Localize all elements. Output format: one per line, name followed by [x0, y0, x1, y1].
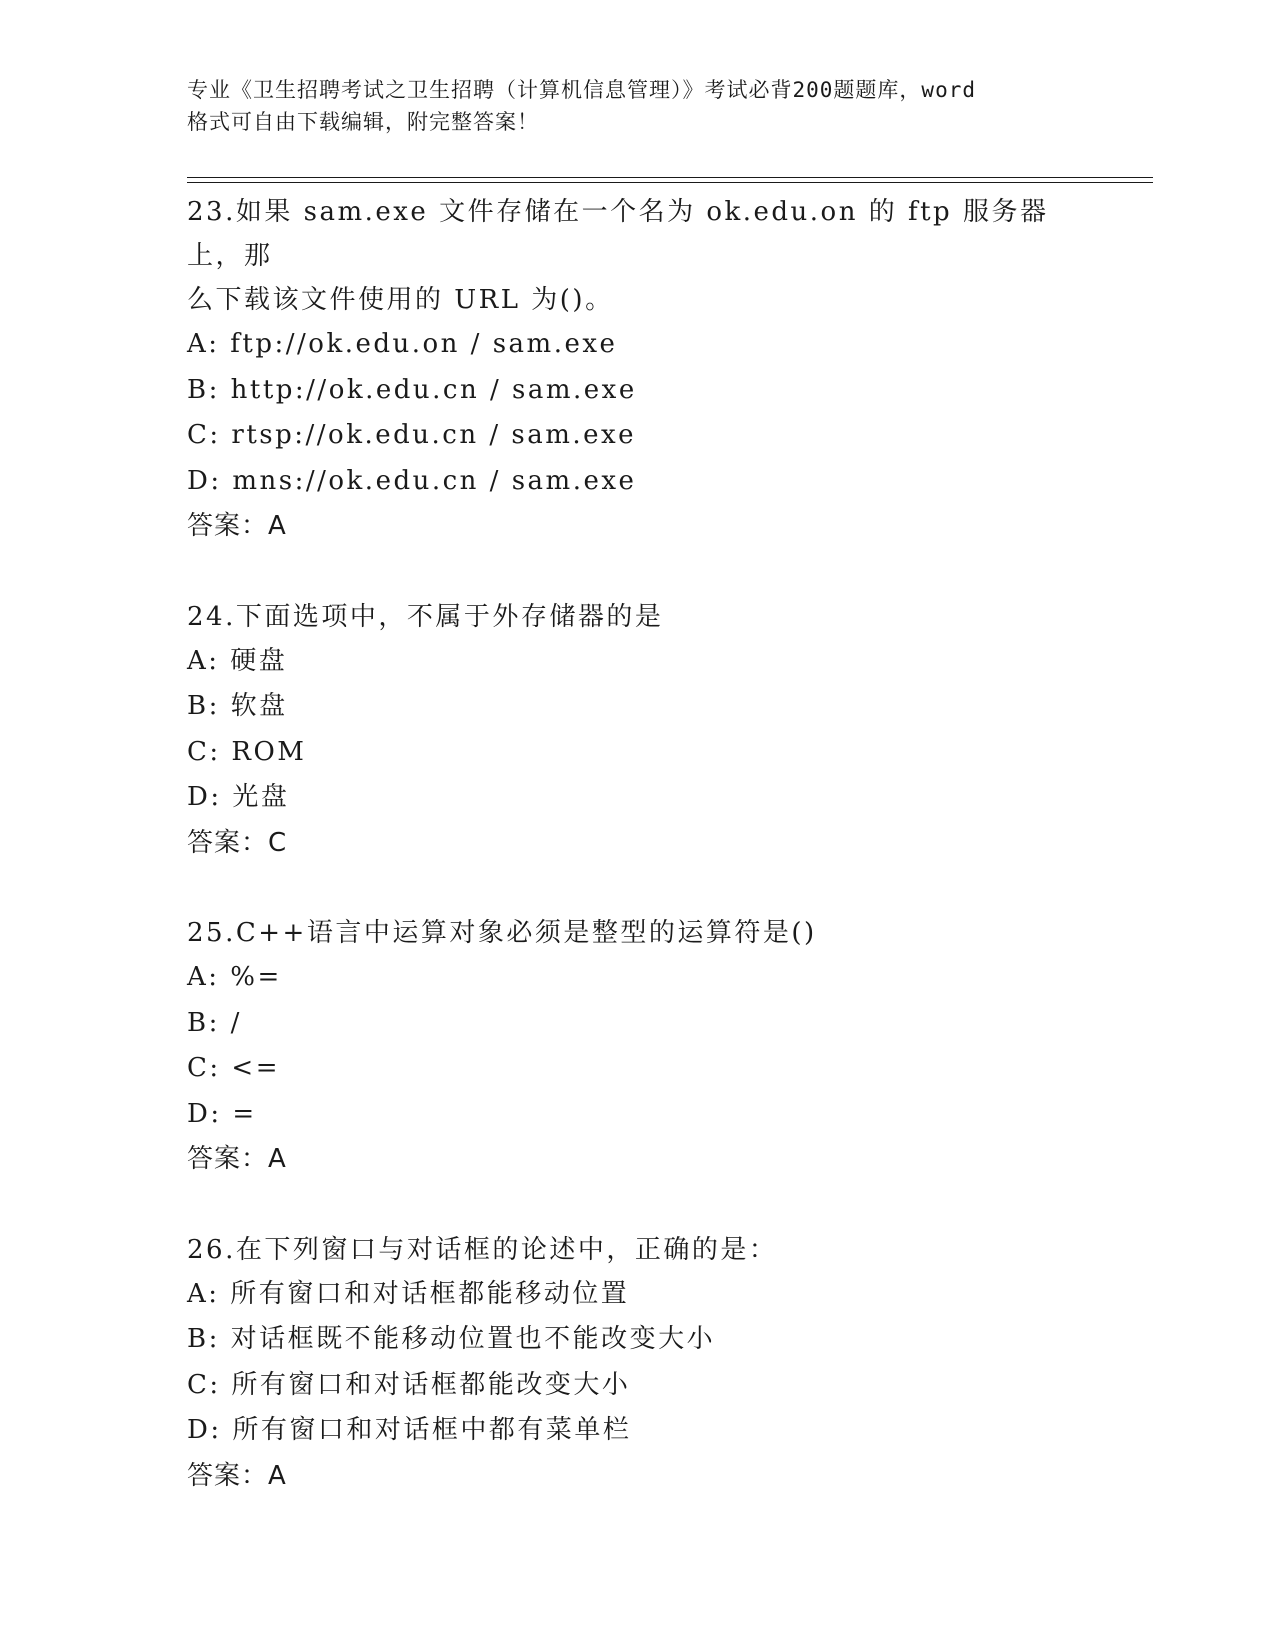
answer: 答案：A: [187, 1460, 287, 1491]
option-c: C: 所有窗口和对话框都能改变大小: [187, 1369, 631, 1400]
question-23: [187, 190, 1087, 550]
option-b: B: /: [187, 1007, 242, 1038]
option-b: B: 对话框既不能移动位置也不能改变大小: [187, 1324, 716, 1354]
option-d: D: 光盘: [187, 782, 290, 812]
option-a: A: 所有窗口和对话框都能移动位置: [187, 1278, 630, 1309]
question-text: 25.C++语言中运算对象必须是整型的运算符是(): [187, 918, 817, 948]
option-d: D: mns://ok.edu.cn / sam.exe: [187, 465, 637, 496]
question-26: [187, 1228, 1087, 1500]
option-a: A: 硬盘: [187, 645, 288, 676]
question-text: 23.如果 sam.exe 文件存储在一个名为 ok.edu.on 的 ftp 服务器上，那: [187, 197, 1049, 271]
option-b: B: http://ok.edu.cn / sam.exe: [187, 374, 637, 405]
question-25: [187, 911, 1087, 1183]
question-list: [187, 190, 1087, 1499]
option-c: C: ROM: [187, 736, 307, 767]
answer: 答案：A: [187, 511, 287, 541]
option-a: A: ftp://ok.edu.on / sam.exe: [187, 329, 618, 359]
header-line-1: 专业《卫生招聘考试之卫生招聘（计算机信息管理）》考试必背200题题库，word: [187, 78, 976, 102]
option-d: D: 所有窗口和对话框中都有菜单栏: [187, 1415, 632, 1445]
question-text: 24.下面选项中，不属于外存储器的是: [187, 601, 664, 632]
option-b: B: 软盘: [187, 691, 288, 721]
header-divider-bottom: [187, 182, 1153, 183]
header-line-2: 格式可自由下载编辑，附完整答案！: [187, 110, 539, 134]
option-c: C: rtsp://ok.edu.cn / sam.exe: [187, 420, 637, 450]
question-text: 26.在下列窗口与对话框的论述中，正确的是：: [187, 1234, 778, 1265]
option-c: C: <=: [187, 1053, 280, 1083]
document-header: [187, 74, 1087, 138]
option-d: D: =: [187, 1098, 257, 1129]
answer: 答案：C: [187, 827, 288, 858]
option-a: A: %=: [187, 962, 282, 992]
question-24: [187, 595, 1087, 867]
answer: 答案：A: [187, 1144, 287, 1174]
question-text-continued: 么下载该文件使用的 URL 为()。: [187, 285, 614, 315]
header-divider-top: [187, 177, 1153, 178]
